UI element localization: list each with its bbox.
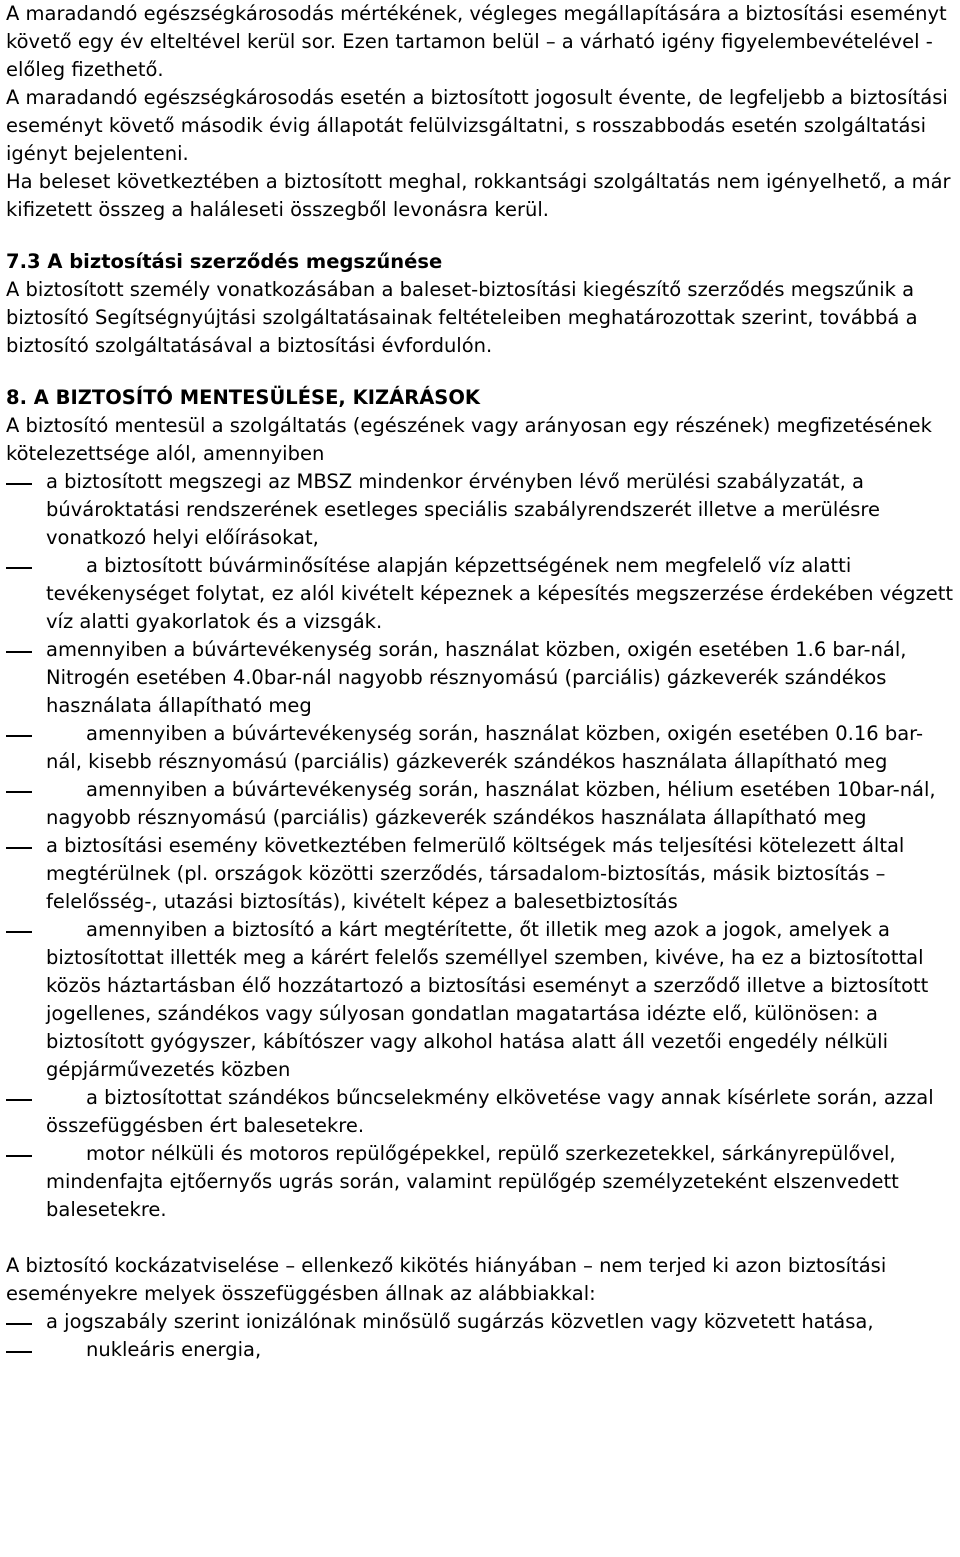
spacer	[6, 360, 954, 384]
section-8-intro-2: kötelezettsége alól, amennyiben	[6, 442, 325, 465]
dash-bullet-icon	[6, 1336, 46, 1364]
section-7-3-heading: 7.3 A biztosítási szerződés megszűnése	[6, 250, 443, 273]
list-item: a biztosítási esemény következtében felmerülő költségek más teljesítési kötelezett által megtérülnek (pl. országok közötti szerződés, társadalom-biztosítás, másik biztosítás – felelősség-, utazási biztosítás), kivételt képez a balesetbiztosítás	[6, 832, 954, 916]
dash-bullet-icon	[6, 636, 46, 664]
list-item: motor nélküli és motoros repülőgépekkel, repülő szerkezetekkel, sárkányrepülővel, mindenfajta ejtőernyős ugrás során, valamint repülőgép személyzeteként elszenvedett balesetekre.	[6, 1140, 954, 1224]
section-8-intro-1: A biztosító mentesül a szolgáltatás (egészének vagy arányosan egy részének) megfizetésének	[6, 414, 932, 437]
list-item: nukleáris energia,	[6, 1336, 954, 1364]
dash-bullet-icon	[6, 1140, 46, 1168]
spacer	[6, 1224, 954, 1252]
list-item: a biztosított búvárminősítése alapján képzettségének nem megfelelő víz alatti tevékenységet folytat, ez alól kivételt képeznek a képesítés megszerzése érdekében végzett víz alatti gyakorlatok és a vizsgák.	[6, 552, 954, 636]
dash-bullet-icon	[6, 832, 46, 860]
list-item: amennyiben a búvártevékenység során, használat közben, oxigén esetében 0.16 bar-nál, kisebb résznyomású (parciális) gázkeverék szándékos használata állapítható meg	[6, 720, 954, 776]
paragraph-assessment-timing: A maradandó egészségkárosodás mértékének, végleges megállapítására a biztosítási eseményt követő egy év elteltével kerül sor. Ezen tartamon belül – a várható igény figyelembevételével - előleg fizethető.	[6, 2, 947, 81]
section-8-heading: 8. A BIZTOSÍTÓ MENTESÜLÉSE, KIZÁRÁSOK	[6, 386, 481, 409]
list-item: amennyiben a búvártevékenység során, használat közben, hélium esetében 10bar-nál, nagyobb résznyomású (parciális) gázkeverék szándékos használata állapítható meg	[6, 776, 954, 832]
dash-bullet-icon	[6, 1308, 46, 1336]
dash-bullet-icon	[6, 468, 46, 496]
spacer	[6, 224, 954, 248]
dash-bullet-icon	[6, 1084, 46, 1112]
list-item: a biztosítottat szándékos bűncselekmény elkövetése vagy annak kísérlete során, azzal összefüggésben ért balesetekre.	[6, 1084, 954, 1140]
list-item: amennyiben a biztosító a kárt megtérítette, őt illetik meg azok a jogok, amelyek a biztosítottat illették meg a kárért felelős személlyel szemben, kivéve, ha ez a biztosítottal közös háztartásban élő hozzátartozó a biztosítási eseményt a szerződő illetve a biztosított jogellenes, szándékos vagy súlyosan gondatlan magatartása idézte elő, különösen: a biztosított gyógyszer, kábítószer vagy alkohol hatása alatt áll vezetői engedély nélküli gépjárművezetés közben	[6, 916, 954, 1084]
list-item: amennyiben a búvártevékenység során, használat közben, oxigén esetében 1.6 bar-nál, Nitrogén esetében 4.0bar-nál nagyobb résznyomású (parciális) gázkeverék szándékos használata állapítható meg	[6, 636, 954, 720]
dash-bullet-icon	[6, 776, 46, 804]
list-item: a biztosított megszegi az MBSZ mindenkor érvényben lévő merülési szabályzatát, a búvároktatási rendszerének esetleges speciális szabályrendszerét illetve a merülésre vonatkozó helyi előírásokat,	[6, 468, 954, 552]
section-7-3-text: A biztosított személy vonatkozásában a baleset-biztosítási kiegészítő szerződés megszűnik a biztosító Segítségnyújtási szolgáltatásainak feltételeiben meghatározottak szerint, továbbá a biztosító szolgáltatásával a biztosítási évfordulón.	[6, 278, 918, 357]
dash-bullet-icon	[6, 916, 46, 944]
dash-bullet-icon	[6, 552, 46, 580]
paragraph-death-deduction: Ha beleset következtében a biztosított meghal, rokkantsági szolgáltatás nem igényelhető, a már kifizetett összeg a haláleseti összegből levonásra kerül.	[6, 170, 951, 221]
list-item: a jogszabály szerint ionizálónak minősülő sugárzás közvetlen vagy közvetett hatása,	[6, 1308, 954, 1336]
dash-bullet-icon	[6, 720, 46, 748]
paragraph-annual-review: A maradandó egészségkárosodás esetén a biztosított jogosult évente, de legfeljebb a biztosítási eseményt követő második évig állapotát felülvizsgáltatni, s rosszabbodás esetén szolgáltatási igényt bejelenteni.	[6, 86, 948, 165]
risk-intro: A biztosító kockázatviselése – ellenkező kikötés hiányában – nem terjed ki azon biztosítási eseményekre melyek összefüggésben állnak az alábbiakkal:	[6, 1254, 887, 1305]
